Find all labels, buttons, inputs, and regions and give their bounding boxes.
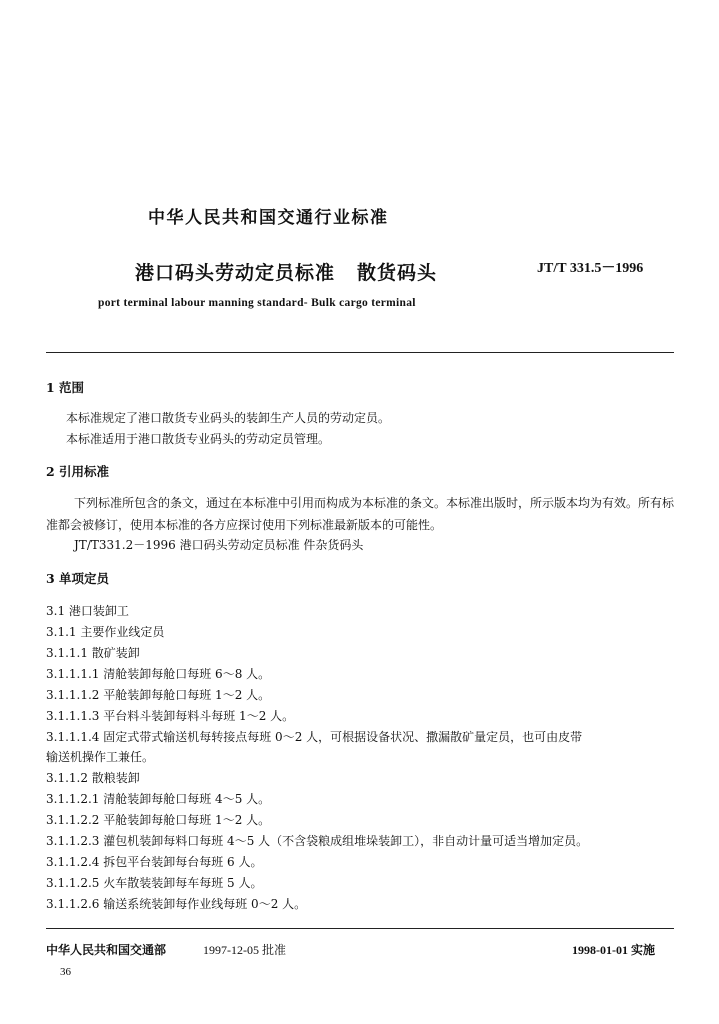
- standard-code: JT/T 331.5－1996: [537, 261, 644, 276]
- header-divider: [46, 352, 674, 353]
- main-title-part2: 散货码头: [357, 262, 438, 284]
- clause-3-1-1-1-4-continued: 输送机操作工兼任。: [46, 750, 155, 764]
- clause-3-1-1: 3.1.1 主要作业线定员: [46, 625, 165, 639]
- english-title: port terminal labour manning standard- Bulk cargo terminal: [98, 297, 416, 309]
- clause-3-1: 3.1 港口装卸工: [46, 604, 129, 618]
- section-2-heading: 2 引用标准: [46, 464, 110, 479]
- clause-3-1-1-1-3: 3.1.1.1.3 平台料斗装卸每料斗每班 1～2 人。: [46, 709, 295, 723]
- clause-3-1-1-2-4: 3.1.1.2.4 拆包平台装卸每台每班 6 人。: [46, 855, 263, 869]
- standard-category-title: 中华人民共和国交通行业标准: [148, 208, 389, 228]
- section-1-heading: 1 范围: [46, 380, 85, 395]
- clause-3-1-1-1: 3.1.1.1 散矿装卸: [46, 646, 140, 660]
- main-title: [135, 258, 437, 285]
- clause-3-1-1-1-2: 3.1.1.1.2 平舱装卸每舱口每班 1～2 人。: [46, 688, 271, 702]
- clause-3-1-1-1-1: 3.1.1.1.1 清舱装卸每舱口每班 6～8 人。: [46, 667, 271, 681]
- clause-3-1-1-2-5: 3.1.1.2.5 火车散装装卸每车每班 5 人。: [46, 876, 263, 890]
- section-1-line-1: 本标准规定了港口散货专业码头的装卸生产人员的劳动定员。: [66, 411, 391, 425]
- approval-date: 1997-12-05 批准: [203, 943, 286, 957]
- clause-3-1-1-2: 3.1.1.2 散粮装卸: [46, 771, 140, 785]
- issuing-authority: 中华人民共和国交通部: [46, 943, 167, 957]
- clause-3-1-1-2-6: 3.1.1.2.6 输送系统装卸每作业线每班 0～2 人。: [46, 897, 307, 911]
- clause-3-1-1-2-3: 3.1.1.2.3 灌包机装卸每料口每班 4～5 人（不含袋粮成组堆垛装卸工），非自动计量可适当增加定员。: [46, 834, 589, 848]
- clause-3-1-1-1-4: 3.1.1.1.4 固定式带式输送机每转接点每班 0～2 人，可根据设备状况、撒漏散矿量定员，也可由皮带: [46, 730, 583, 744]
- footer-divider: [46, 928, 674, 929]
- section-2-reference: JT/T331.2－1996 港口码头劳动定员标准 件杂货码头: [74, 538, 364, 552]
- page-number: 36: [60, 966, 71, 978]
- implementation-date: 1998-01-01 实施: [572, 943, 655, 957]
- section-3-heading: 3 单项定员: [46, 571, 110, 586]
- main-title-part1: 港口码头劳动定员标准: [135, 262, 336, 284]
- clause-3-1-1-2-1: 3.1.1.2.1 清舱装卸每舱口每班 4～5 人。: [46, 792, 271, 806]
- clause-3-1-1-2-2: 3.1.1.2.2 平舱装卸每舱口每班 1～2 人。: [46, 813, 271, 827]
- section-2-paragraph: 下列标准所包含的条文，通过在本标准中引用而构成为本标准的条文。本标准出版时，所示版本均为有效。所有标准都会被修订，使用本标准的各方应探讨使用下列标准最新版本的可能性。: [46, 496, 675, 532]
- section-1-line-2: 本标准适用于港口散货专业码头的劳动定员管理。: [66, 432, 331, 446]
